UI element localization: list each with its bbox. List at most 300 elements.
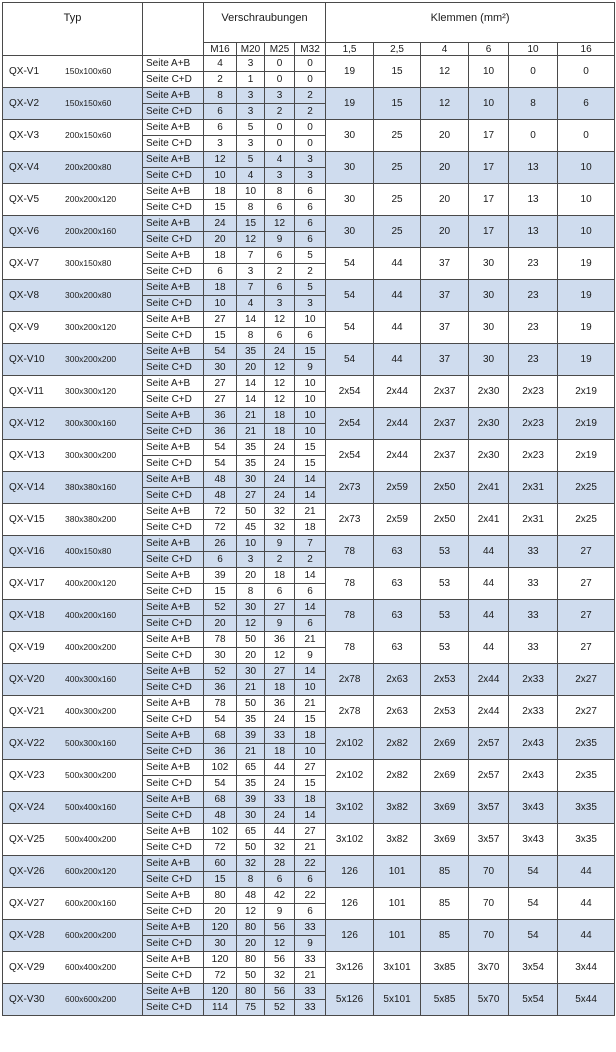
klemmen-cell: 3x102: [326, 824, 374, 856]
screw-count-cell: 6: [265, 200, 295, 216]
side-label: Seite A+B: [143, 408, 204, 424]
screw-count-cell: 5: [237, 152, 265, 168]
product-dimensions: 400x300x160: [65, 674, 117, 684]
screw-count-cell: 48: [204, 472, 237, 488]
side-label: Seite A+B: [143, 984, 204, 1000]
product-type-cell: [3, 600, 143, 632]
side-label: Seite A+B: [143, 312, 204, 328]
screw-count-cell: 14: [237, 392, 265, 408]
screw-count-cell: 72: [204, 840, 237, 856]
screw-count-cell: 27: [204, 312, 237, 328]
header-typ: Typ: [3, 3, 143, 56]
product-dimensions: 500x300x200: [65, 770, 117, 780]
screw-count-cell: 21: [295, 696, 326, 712]
screw-count-cell: 27: [265, 600, 295, 616]
screw-count-cell: 26: [204, 536, 237, 552]
product-type-cell: [3, 216, 143, 248]
side-label: Seite C+D: [143, 520, 204, 536]
product-type-cell: [3, 248, 143, 280]
screw-count-cell: 114: [204, 1000, 237, 1016]
screw-count-cell: 48: [204, 488, 237, 504]
klemmen-cell: 54: [509, 888, 558, 920]
klemmen-cell: 37: [421, 312, 469, 344]
screw-count-cell: 2: [204, 72, 237, 88]
klemmen-cell: 25: [374, 152, 421, 184]
screw-count-cell: 6: [265, 248, 295, 264]
klemmen-cell: 54: [326, 344, 374, 376]
screw-count-cell: 44: [265, 760, 295, 776]
screw-count-cell: 65: [237, 824, 265, 840]
klemmen-cell: 30: [469, 344, 509, 376]
screw-count-cell: 42: [265, 888, 295, 904]
screw-count-cell: 24: [265, 488, 295, 504]
klemmen-cell: 3x43: [509, 792, 558, 824]
klemmen-cell: 30: [469, 248, 509, 280]
product-dimensions: 400x200x200: [65, 642, 117, 652]
product-code: QX-V3: [9, 130, 40, 141]
product-type-cell: [3, 952, 143, 984]
product-code: QX-V20: [9, 674, 45, 685]
side-label: Seite C+D: [143, 776, 204, 792]
product-code: QX-V21: [9, 706, 45, 717]
table-row: [3, 248, 615, 264]
klemmen-cell: 33: [509, 536, 558, 568]
screw-count-cell: 80: [237, 952, 265, 968]
klemmen-cell: 44: [469, 536, 509, 568]
screw-count-cell: 10: [295, 312, 326, 328]
klemmen-cell: 2x19: [558, 440, 615, 472]
screw-count-cell: 22: [295, 856, 326, 872]
screw-count-cell: 15: [295, 776, 326, 792]
screw-count-cell: 18: [295, 728, 326, 744]
header-klemmen-size: 16: [558, 43, 615, 56]
klemmen-cell: 37: [421, 280, 469, 312]
screw-count-cell: 32: [265, 520, 295, 536]
klemmen-cell: 19: [558, 248, 615, 280]
side-label: Seite A+B: [143, 120, 204, 136]
klemmen-cell: 30: [326, 152, 374, 184]
screw-count-cell: 15: [295, 456, 326, 472]
klemmen-cell: 85: [421, 888, 469, 920]
side-label: Seite C+D: [143, 232, 204, 248]
klemmen-cell: 3x70: [469, 952, 509, 984]
screw-count-cell: 8: [237, 200, 265, 216]
klemmen-cell: 2x69: [421, 728, 469, 760]
klemmen-cell: 3x43: [509, 824, 558, 856]
table-row: [3, 536, 615, 552]
klemmen-cell: 5x70: [469, 984, 509, 1016]
table-row: [3, 920, 615, 936]
screw-count-cell: 10: [295, 424, 326, 440]
screw-count-cell: 4: [204, 56, 237, 72]
side-label: Seite A+B: [143, 184, 204, 200]
klemmen-cell: 2x37: [421, 408, 469, 440]
screw-count-cell: 21: [237, 744, 265, 760]
klemmen-cell: 53: [421, 568, 469, 600]
screw-count-cell: 0: [295, 56, 326, 72]
klemmen-cell: 37: [421, 344, 469, 376]
side-label: Seite C+D: [143, 72, 204, 88]
klemmen-cell: 17: [469, 120, 509, 152]
screw-count-cell: 3: [265, 88, 295, 104]
screw-count-cell: 15: [295, 440, 326, 456]
klemmen-cell: 2x37: [421, 440, 469, 472]
screw-count-cell: 32: [265, 504, 295, 520]
screw-count-cell: 60: [204, 856, 237, 872]
screw-count-cell: 18: [204, 280, 237, 296]
klemmen-cell: 19: [558, 344, 615, 376]
header-screw-size: M25: [265, 43, 295, 56]
klemmen-cell: 2x44: [374, 440, 421, 472]
spec-table-wrapper: [2, 2, 615, 1016]
product-type-cell: [3, 280, 143, 312]
screw-count-cell: 56: [265, 984, 295, 1000]
screw-count-cell: 39: [204, 568, 237, 584]
screw-count-cell: 6: [295, 904, 326, 920]
screw-count-cell: 35: [237, 344, 265, 360]
klemmen-cell: 27: [558, 632, 615, 664]
screw-count-cell: 3: [237, 56, 265, 72]
product-dimensions: 200x200x80: [65, 162, 112, 172]
screw-count-cell: 35: [237, 440, 265, 456]
klemmen-cell: 2x30: [469, 440, 509, 472]
screw-count-cell: 72: [204, 504, 237, 520]
screw-count-cell: 7: [237, 280, 265, 296]
screw-count-cell: 78: [204, 696, 237, 712]
klemmen-cell: 3x57: [469, 824, 509, 856]
screw-count-cell: 102: [204, 824, 237, 840]
screw-count-cell: 10: [295, 744, 326, 760]
screw-count-cell: 27: [204, 376, 237, 392]
klemmen-cell: 2x27: [558, 664, 615, 696]
product-code: QX-V23: [9, 770, 45, 781]
screw-count-cell: 20: [237, 568, 265, 584]
klemmen-cell: 63: [374, 632, 421, 664]
klemmen-cell: 101: [374, 920, 421, 952]
klemmen-cell: 2x73: [326, 504, 374, 536]
table-row: [3, 56, 615, 72]
screw-count-cell: 10: [295, 376, 326, 392]
klemmen-cell: 2x82: [374, 760, 421, 792]
klemmen-cell: 2x25: [558, 504, 615, 536]
product-dimensions: 300x150x80: [65, 258, 112, 268]
klemmen-cell: 44: [374, 280, 421, 312]
screw-count-cell: 6: [204, 264, 237, 280]
klemmen-cell: 2x50: [421, 504, 469, 536]
screw-count-cell: 10: [295, 408, 326, 424]
screw-count-cell: 21: [295, 840, 326, 856]
table-row: [3, 728, 615, 744]
side-label: Seite A+B: [143, 216, 204, 232]
header-screw-size: M32: [295, 43, 326, 56]
klemmen-cell: 3x69: [421, 792, 469, 824]
klemmen-cell: 2x23: [509, 408, 558, 440]
table-row: [3, 120, 615, 136]
product-code: QX-V26: [9, 866, 45, 877]
klemmen-cell: 2x82: [374, 728, 421, 760]
header-klemmen-size: 1,5: [326, 43, 374, 56]
screw-count-cell: 9: [295, 360, 326, 376]
screw-count-cell: 10: [237, 184, 265, 200]
product-type-cell: [3, 536, 143, 568]
klemmen-cell: 126: [326, 856, 374, 888]
klemmen-cell: 5x54: [509, 984, 558, 1016]
screw-count-cell: 24: [265, 456, 295, 472]
enclosure-spec-table: [2, 2, 615, 1016]
klemmen-cell: 2x63: [374, 696, 421, 728]
screw-count-cell: 8: [204, 88, 237, 104]
klemmen-cell: 23: [509, 280, 558, 312]
screw-count-cell: 2: [265, 552, 295, 568]
screw-count-cell: 18: [265, 424, 295, 440]
table-row: [3, 344, 615, 360]
screw-count-cell: 12: [237, 616, 265, 632]
side-label: Seite C+D: [143, 168, 204, 184]
product-dimensions: 400x150x80: [65, 546, 112, 556]
screw-count-cell: 3: [237, 136, 265, 152]
klemmen-cell: 78: [326, 632, 374, 664]
screw-count-cell: 6: [295, 232, 326, 248]
product-type-cell: [3, 312, 143, 344]
screw-count-cell: 20: [237, 648, 265, 664]
side-label: Seite C+D: [143, 680, 204, 696]
screw-count-cell: 18: [295, 520, 326, 536]
klemmen-cell: 54: [326, 280, 374, 312]
screw-count-cell: 27: [204, 392, 237, 408]
screw-count-cell: 80: [204, 888, 237, 904]
klemmen-cell: 44: [558, 888, 615, 920]
klemmen-cell: 30: [469, 312, 509, 344]
screw-count-cell: 36: [204, 744, 237, 760]
klemmen-cell: 126: [326, 888, 374, 920]
side-label: Seite A+B: [143, 504, 204, 520]
side-label: Seite C+D: [143, 104, 204, 120]
product-code: QX-V6: [9, 226, 40, 237]
klemmen-cell: 2x27: [558, 696, 615, 728]
klemmen-cell: 2x102: [326, 760, 374, 792]
screw-count-cell: 30: [237, 600, 265, 616]
product-type-cell: [3, 408, 143, 440]
product-dimensions: 300x200x200: [65, 354, 117, 364]
screw-count-cell: 7: [295, 536, 326, 552]
klemmen-cell: 27: [558, 568, 615, 600]
klemmen-cell: 3x82: [374, 824, 421, 856]
product-type-cell: [3, 920, 143, 952]
product-code: QX-V19: [9, 642, 45, 653]
klemmen-cell: 3x44: [558, 952, 615, 984]
screw-count-cell: 14: [295, 488, 326, 504]
product-code: QX-V18: [9, 610, 45, 621]
klemmen-cell: 15: [374, 88, 421, 120]
screw-count-cell: 48: [237, 888, 265, 904]
table-row: [3, 440, 615, 456]
product-dimensions: 600x200x160: [65, 898, 117, 908]
klemmen-cell: 5x85: [421, 984, 469, 1016]
klemmen-cell: 10: [558, 216, 615, 248]
screw-count-cell: 3: [265, 168, 295, 184]
klemmen-cell: 5x101: [374, 984, 421, 1016]
side-label: Seite C+D: [143, 264, 204, 280]
klemmen-cell: 2x63: [374, 664, 421, 696]
klemmen-cell: 5x126: [326, 984, 374, 1016]
screw-count-cell: 21: [295, 968, 326, 984]
screw-count-cell: 3: [295, 168, 326, 184]
screw-count-cell: 5: [295, 248, 326, 264]
product-code: QX-V29: [9, 962, 45, 973]
klemmen-cell: 101: [374, 856, 421, 888]
klemmen-cell: 10: [558, 152, 615, 184]
klemmen-cell: 2x59: [374, 472, 421, 504]
screw-count-cell: 50: [237, 840, 265, 856]
screw-count-cell: 28: [265, 856, 295, 872]
screw-count-cell: 12: [265, 936, 295, 952]
klemmen-cell: 17: [469, 216, 509, 248]
screw-count-cell: 36: [265, 632, 295, 648]
side-label: Seite A+B: [143, 632, 204, 648]
screw-count-cell: 5: [237, 120, 265, 136]
product-dimensions: 300x300x160: [65, 418, 117, 428]
klemmen-cell: 12: [421, 56, 469, 88]
screw-count-cell: 18: [265, 744, 295, 760]
screw-count-cell: 14: [295, 664, 326, 680]
klemmen-cell: 3x35: [558, 824, 615, 856]
side-label: Seite A+B: [143, 952, 204, 968]
side-label: Seite C+D: [143, 872, 204, 888]
table-row: [3, 408, 615, 424]
klemmen-cell: 44: [374, 248, 421, 280]
klemmen-cell: 2x19: [558, 408, 615, 440]
product-type-cell: [3, 152, 143, 184]
screw-count-cell: 39: [237, 792, 265, 808]
screw-count-cell: 12: [204, 152, 237, 168]
product-code: QX-V17: [9, 578, 45, 589]
klemmen-cell: 78: [326, 536, 374, 568]
screw-count-cell: 27: [265, 664, 295, 680]
product-code: QX-V14: [9, 482, 45, 493]
side-label: Seite A+B: [143, 88, 204, 104]
screw-count-cell: 6: [295, 200, 326, 216]
klemmen-cell: 10: [469, 56, 509, 88]
side-label: Seite A+B: [143, 920, 204, 936]
klemmen-cell: 2x44: [374, 376, 421, 408]
klemmen-cell: 70: [469, 856, 509, 888]
screw-count-cell: 9: [265, 536, 295, 552]
product-code: QX-V15: [9, 514, 45, 525]
screw-count-cell: 3: [295, 296, 326, 312]
side-label: Seite C+D: [143, 616, 204, 632]
klemmen-cell: 44: [469, 600, 509, 632]
klemmen-cell: 19: [326, 56, 374, 88]
screw-count-cell: 33: [265, 728, 295, 744]
product-code: QX-V25: [9, 834, 45, 845]
klemmen-cell: 3x101: [374, 952, 421, 984]
klemmen-cell: 5x44: [558, 984, 615, 1016]
klemmen-cell: 15: [374, 56, 421, 88]
screw-count-cell: 21: [295, 504, 326, 520]
table-row: [3, 184, 615, 200]
klemmen-cell: 53: [421, 536, 469, 568]
screw-count-cell: 14: [295, 600, 326, 616]
klemmen-cell: 3x54: [509, 952, 558, 984]
product-dimensions: 150x100x60: [65, 66, 112, 76]
product-code: QX-V12: [9, 418, 45, 429]
screw-count-cell: 33: [295, 1000, 326, 1016]
product-dimensions: 600x600x200: [65, 994, 117, 1004]
klemmen-cell: 85: [421, 856, 469, 888]
screw-count-cell: 6: [204, 120, 237, 136]
side-label: Seite A+B: [143, 824, 204, 840]
klemmen-cell: 23: [509, 344, 558, 376]
screw-count-cell: 9: [295, 648, 326, 664]
side-label: Seite C+D: [143, 456, 204, 472]
screw-count-cell: 18: [265, 568, 295, 584]
klemmen-cell: 30: [326, 216, 374, 248]
side-label: Seite A+B: [143, 792, 204, 808]
screw-count-cell: 6: [265, 584, 295, 600]
screw-count-cell: 33: [295, 984, 326, 1000]
klemmen-cell: 25: [374, 120, 421, 152]
table-row: [3, 568, 615, 584]
product-code: QX-V13: [9, 450, 45, 461]
klemmen-cell: 126: [326, 920, 374, 952]
screw-count-cell: 32: [265, 840, 295, 856]
screw-count-cell: 6: [295, 328, 326, 344]
screw-count-cell: 27: [295, 824, 326, 840]
side-label: Seite A+B: [143, 440, 204, 456]
klemmen-cell: 2x59: [374, 504, 421, 536]
screw-count-cell: 5: [295, 280, 326, 296]
screw-count-cell: 54: [204, 776, 237, 792]
screw-count-cell: 2: [265, 104, 295, 120]
header-screw-size: M20: [237, 43, 265, 56]
table-row: [3, 984, 615, 1000]
product-dimensions: 200x200x160: [65, 226, 117, 236]
screw-count-cell: 36: [204, 424, 237, 440]
product-type-cell: [3, 696, 143, 728]
klemmen-cell: 101: [374, 888, 421, 920]
screw-count-cell: 8: [237, 584, 265, 600]
screw-count-cell: 9: [265, 232, 295, 248]
side-label: Seite C+D: [143, 904, 204, 920]
screw-count-cell: 80: [237, 920, 265, 936]
table-row: [3, 504, 615, 520]
screw-count-cell: 50: [237, 696, 265, 712]
klemmen-cell: 78: [326, 600, 374, 632]
screw-count-cell: 6: [204, 104, 237, 120]
klemmen-cell: 2x53: [421, 696, 469, 728]
screw-count-cell: 3: [237, 264, 265, 280]
klemmen-cell: 30: [469, 280, 509, 312]
screw-count-cell: 6: [295, 872, 326, 888]
klemmen-cell: 2x44: [374, 408, 421, 440]
screw-count-cell: 35: [237, 456, 265, 472]
klemmen-cell: 2x44: [469, 696, 509, 728]
klemmen-cell: 70: [469, 920, 509, 952]
klemmen-cell: 2x23: [509, 440, 558, 472]
product-dimensions: 600x400x200: [65, 962, 117, 972]
klemmen-cell: 33: [509, 600, 558, 632]
screw-count-cell: 4: [265, 152, 295, 168]
screw-count-cell: 12: [237, 904, 265, 920]
product-dimensions: 400x200x160: [65, 610, 117, 620]
screw-count-cell: 75: [237, 1000, 265, 1016]
product-dimensions: 600x200x120: [65, 866, 117, 876]
screw-count-cell: 12: [265, 312, 295, 328]
screw-count-cell: 72: [204, 968, 237, 984]
side-label: Seite A+B: [143, 376, 204, 392]
klemmen-cell: 2x54: [326, 408, 374, 440]
klemmen-cell: 54: [509, 856, 558, 888]
